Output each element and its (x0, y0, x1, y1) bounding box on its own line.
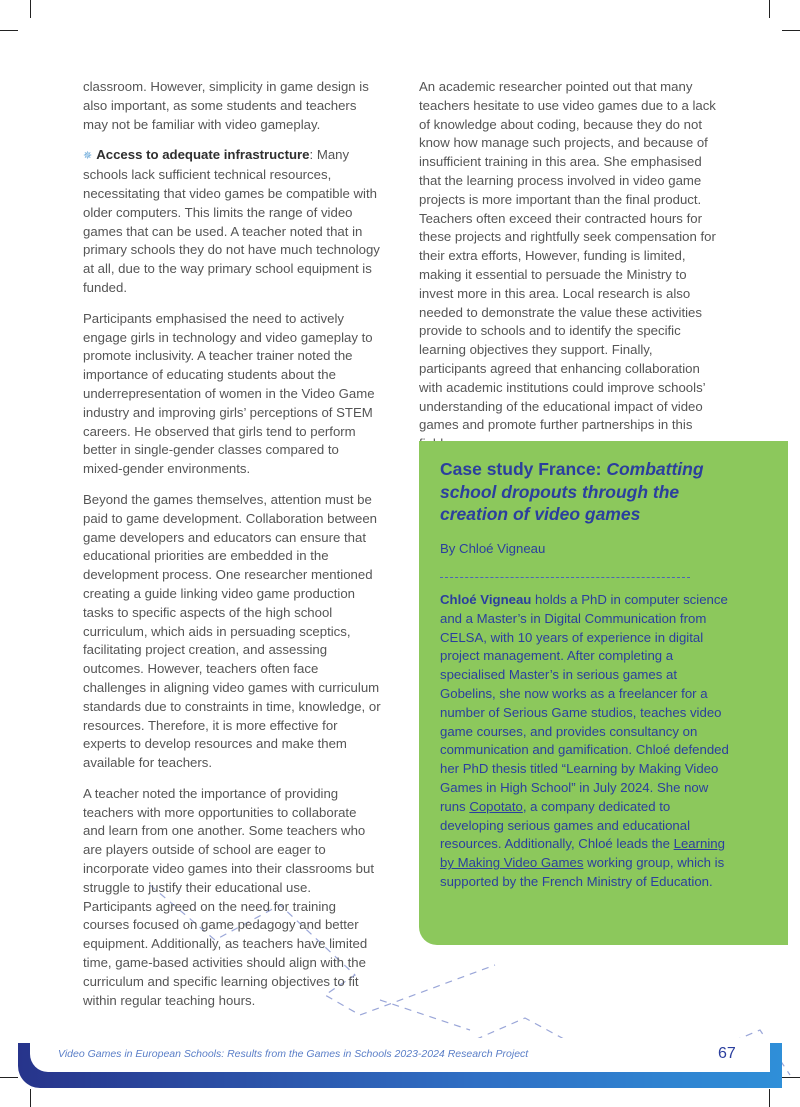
crop-mark (769, 0, 770, 18)
case-study-byline: By Chloé Vigneau (440, 541, 546, 556)
crop-mark (30, 0, 31, 18)
case-study-title (440, 458, 740, 526)
right-column (419, 78, 723, 466)
copotato-link[interactable]: Copotato (469, 798, 523, 814)
case-study-body (440, 591, 730, 892)
bullet-label: Access to adequate infrastructure (96, 147, 310, 163)
working-group-link[interactable]: Learning by Making Video Games (440, 836, 725, 871)
crop-mark (30, 1089, 31, 1107)
body-text: , a company dedicated to developing serious games and educational resources. Additionally, Chloé leads the (440, 798, 691, 852)
case-study-box (419, 441, 788, 945)
page-number: 67 (718, 1045, 736, 1062)
paragraph: Beyond the games themselves, attention must be paid to game development. Collaboration between game developers and educators can ensure that educational priorities are embedded in the development process. One researcher mentioned creating a guide linking video game production tasks to specific aspects of the high school curriculum, which aids in persuading sceptics, facilitating project creation, and assessing outcomes. However, teachers often face challenges in aligning video games with curriculum standards due to constraints in time, knowledge, or resources. Therefore, it is more effective for experts to develop resources and make them available for teachers. (83, 491, 381, 771)
star-bullet-icon: ✵ (83, 150, 93, 163)
crop-mark (769, 1089, 770, 1107)
case-study-title-italic: Combatting school dropouts through the creation of video games (440, 459, 704, 524)
footer-text: Video Games in European Schools: Results from the Games in Schools 2023-2024 Research Project (58, 1048, 529, 1060)
body-text: working group, which is supported by the French Ministry of Education. (440, 855, 725, 889)
crop-mark (782, 1077, 800, 1078)
crop-mark (0, 30, 18, 31)
case-study-divider (440, 577, 690, 578)
left-column (83, 78, 381, 1022)
case-study-title-plain: Case study France: (440, 459, 607, 479)
crop-mark (782, 30, 800, 31)
crop-mark (0, 1077, 18, 1078)
paragraph: classroom. However, simplicity in game design is also important, as some students and teachers may not be familiar with video gameplay. (83, 79, 369, 132)
paragraph: A teacher noted the importance of providing teachers with more opportunities to collaborate and learn from one another. Some teachers who are players outside of school are eager to incorporate video games into their classrooms but struggle to justify their educational use. Participants agreed on the need for training courses focused on game pedagogy and better equipment. Additionally, as teachers have limited time, game-based activities should align with the curriculum and specific learning objectives to fit within regular teaching hours. (83, 785, 375, 1008)
body-text: holds a PhD in computer science and a Master’s in Digital Communication from CELSA, with 10 years of experience in digital project management. After completing a specialised Master’s in serious games at Gobelins, she now works as a freelancer for a number of Serious Game studios, teaches video game courses, and provides consultancy on communication and gamification. Chloé defended her PhD thesis titled “Learning by Making Video Games in High School” in July 2024. She now runs (440, 592, 729, 814)
author-name: Chloé Vigneau (440, 592, 532, 607)
paragraph: An academic researcher pointed out that many teachers hesitate to use video games due to a lack of knowledge about coding, because they do not know how manage such projects, and because of insufficient training in this area. She emphasised that the learning process involved in video game projects is more important than the final product. Teachers often exceed their contracted hours for these projects and rightfully seek compensation for their extra efforts, However, funding is limited, making it essential to persuade the Ministry to invest more in this area. Local research is also needed to demonstrate the value these activities provide to schools and to identify the specific learning objectives they support. Finally, participants agreed that enhancing collaboration with academic institutions could improve schools’ understanding of the educational impact of video games and promote further partnerships in this (419, 79, 716, 433)
bullet-paragraph (83, 146, 381, 297)
paragraph: Participants emphasised the need to actively engage girls in technology and video gameplay to promote inclusivity. A teacher trainer noted the importance of educating students about the underrepresentation of women in the Video Game industry and improving girls’ perceptions of STEM careers. He observed that girls tend to perform better in single-gender classes compared to mixed-gender environments. (83, 310, 375, 477)
bullet-text: : Many schools lack sufficient technical resources, necessitating that video games be compatible with older computers. This limits the range of video games that can be used. A teacher noted that in primary schools they do not have much technology at all, due to the way primary school equipment is funded. (83, 147, 380, 295)
